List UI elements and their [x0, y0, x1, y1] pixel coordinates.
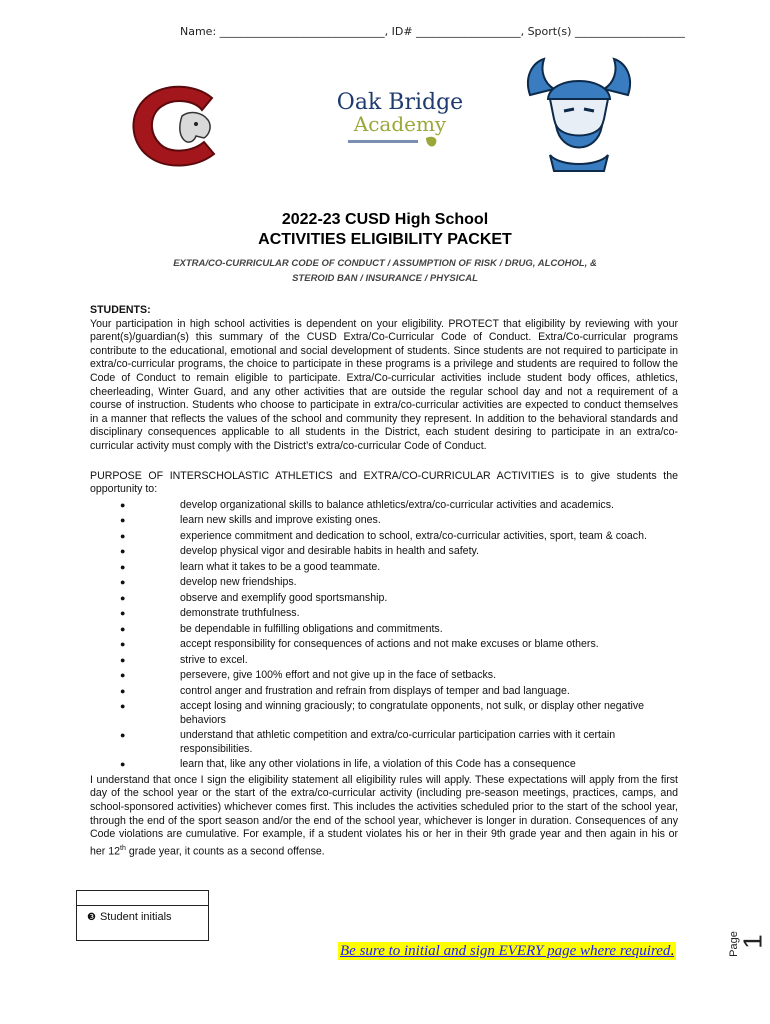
students-heading: STUDENTS: — [90, 304, 151, 316]
list-item: ● develop physical vigor and desirable habits in health and safety. — [120, 545, 479, 558]
bullet-icon: ● — [120, 654, 126, 665]
bullet-icon: ● — [120, 701, 126, 712]
document-subtitle — [150, 256, 620, 286]
sign-every-page-reminder: Be sure to initial and sign EVERY page where required. — [340, 943, 675, 959]
bullet-icon: ● — [120, 639, 126, 650]
list-item: ● understand that athletic competition and extra/co-curricular participation carries with it certain responsibilities. — [120, 729, 616, 755]
bullet-icon: ● — [120, 670, 126, 681]
bullet-icon: ● — [120, 623, 126, 634]
page-number — [729, 918, 769, 968]
document-body — [90, 304, 678, 859]
list-item: ● strive to excel. — [120, 653, 248, 666]
bullet-icon: ● — [120, 499, 126, 510]
list-item: ● develop organizational skills to balance athletics/extra/co-curricular activities and academics. — [120, 498, 614, 511]
bullet-icon: ● — [120, 592, 126, 603]
page-label: Page — [727, 931, 740, 957]
oak-bridge-academy-word: Academy — [353, 112, 447, 136]
purpose-list — [90, 499, 678, 772]
viking-logo — [520, 55, 638, 173]
oak-bridge-name: Oak Bridge — [336, 90, 464, 115]
document-title: ACTIVITIES ELIGIBILITY PACKET — [258, 231, 512, 248]
student-initials-label: ❸ Student initials — [87, 911, 172, 923]
student-initials-box[interactable] — [76, 890, 209, 941]
subtitle-line-2: STEROID BAN / INSURANCE / PHYSICAL — [292, 273, 478, 284]
ordinal-suffix: th — [120, 844, 126, 852]
bullet-icon: ● — [120, 730, 126, 741]
closing-paragraph: I understand that once I sign the eligibility statement all eligibility rules will apply. These expectations will apply from the first day of the school year or the start of the extra/co-curricular activity (including pre-season meetings, practices, camps, and school-sponsored activities) whichever comes first. This includes the activities scheduled prior to the start of the school year, through the end of the sport season and/or the end of the school year, whichever is longer in duration. Consequences of any Code violations are cumulative. For example, if a student violates his or her in their 9th grade year and then again in his or her 12th grade year, it counts as a second offense. — [90, 773, 678, 858]
bullet-icon: ● — [120, 685, 126, 696]
list-item: ● demonstrate truthfulness. — [120, 607, 300, 620]
document-title-year: 2022-23 CUSD High School — [281, 211, 489, 228]
numbered-arrow-icon: ❸ — [87, 912, 96, 923]
page-number-value: 1 — [737, 934, 768, 949]
form-header-line: Name: ______________________________, ID# ___________________, Sport(s) ____________________ — [180, 25, 685, 38]
list-item: ● accept responsibility for consequences of actions and not make excuses or blame others. — [120, 638, 599, 651]
bullet-icon: ● — [120, 546, 126, 557]
list-item: ● learn what it takes to be a good teammate. — [120, 560, 381, 573]
cougar-c-logo — [124, 80, 234, 172]
bullet-icon: ● — [120, 608, 126, 619]
list-item: ● experience commitment and dedication to school, extra/co-curricular activities, sport, team & coach. — [120, 529, 647, 542]
bullet-icon: ● — [120, 561, 126, 572]
list-item: ● be dependable in fulfilling obligations and commitments. — [120, 622, 443, 635]
list-item: ● control anger and frustration and refrain from displays of temper and bad language. — [120, 684, 570, 697]
initials-box-divider — [77, 905, 208, 906]
list-item: ● learn new skills and improve existing ones. — [120, 514, 381, 527]
bullet-icon: ● — [120, 530, 126, 541]
bullet-icon: ● — [120, 577, 126, 588]
bullet-icon: ● — [120, 515, 126, 526]
document-title-block — [0, 210, 770, 286]
list-item: ● learn that, like any other violations in life, a violation of this Code has a consequence — [120, 758, 576, 771]
list-item: ● persevere, give 100% effort and not give up in the face of setbacks. — [120, 669, 497, 682]
purpose-intro: PURPOSE OF INTERSCHOLASTIC ATHLETICS and EXTRA/CO-CURRICULAR ACTIVITIES is to give students the opportunity to: — [90, 469, 678, 496]
oak-leaf-icon — [330, 134, 470, 152]
oak-bridge-academy-logo — [330, 92, 470, 162]
students-paragraph: Your participation in high school activities is dependent on your eligibility. PROTECT that eligibility by reviewing with your parent(s)/guardian(s) this summary of the CUSD Extra/Co-Curricular Code of Conduct. Extra/Co-curricular programs contribute to the educational, emotional and social development of students. Since students are not required to participate in extra/co-curricular programs, the choice to participate in these programs is a privilege and students are required to follow the Code of Conduct to remain eligible to participate. Extra/Co-curricular activities include student body offices, athletics, cheerleading, Winter Guard, and any other activities that are outside the regular school day and not a requirement of a course of instruction. Students who choose to participate in extra/co-curricular activities are expected to conduct themselves in a manner that reflects the values of the school and community they represent. In addition to the behavioral standards and disciplinary consequences applicable to all students in the District, each student desiring to participate in an extra/co-curricular activity must comply with the District’s extra/co-curricular Code of Conduct. — [90, 317, 678, 452]
subtitle-line-1: EXTRA/CO-CURRICULAR CODE OF CONDUCT / ASSUMPTION OF RISK / DRUG, ALCOHOL, & — [173, 258, 597, 269]
list-item: ● observe and exemplify good sportsmanship. — [120, 591, 388, 604]
bullet-icon: ● — [120, 759, 126, 770]
list-item: ● accept losing and winning graciously; to congratulate opponents, not sulk, or display other negative behaviors — [120, 700, 645, 726]
list-item: ● develop new friendships. — [120, 576, 297, 589]
